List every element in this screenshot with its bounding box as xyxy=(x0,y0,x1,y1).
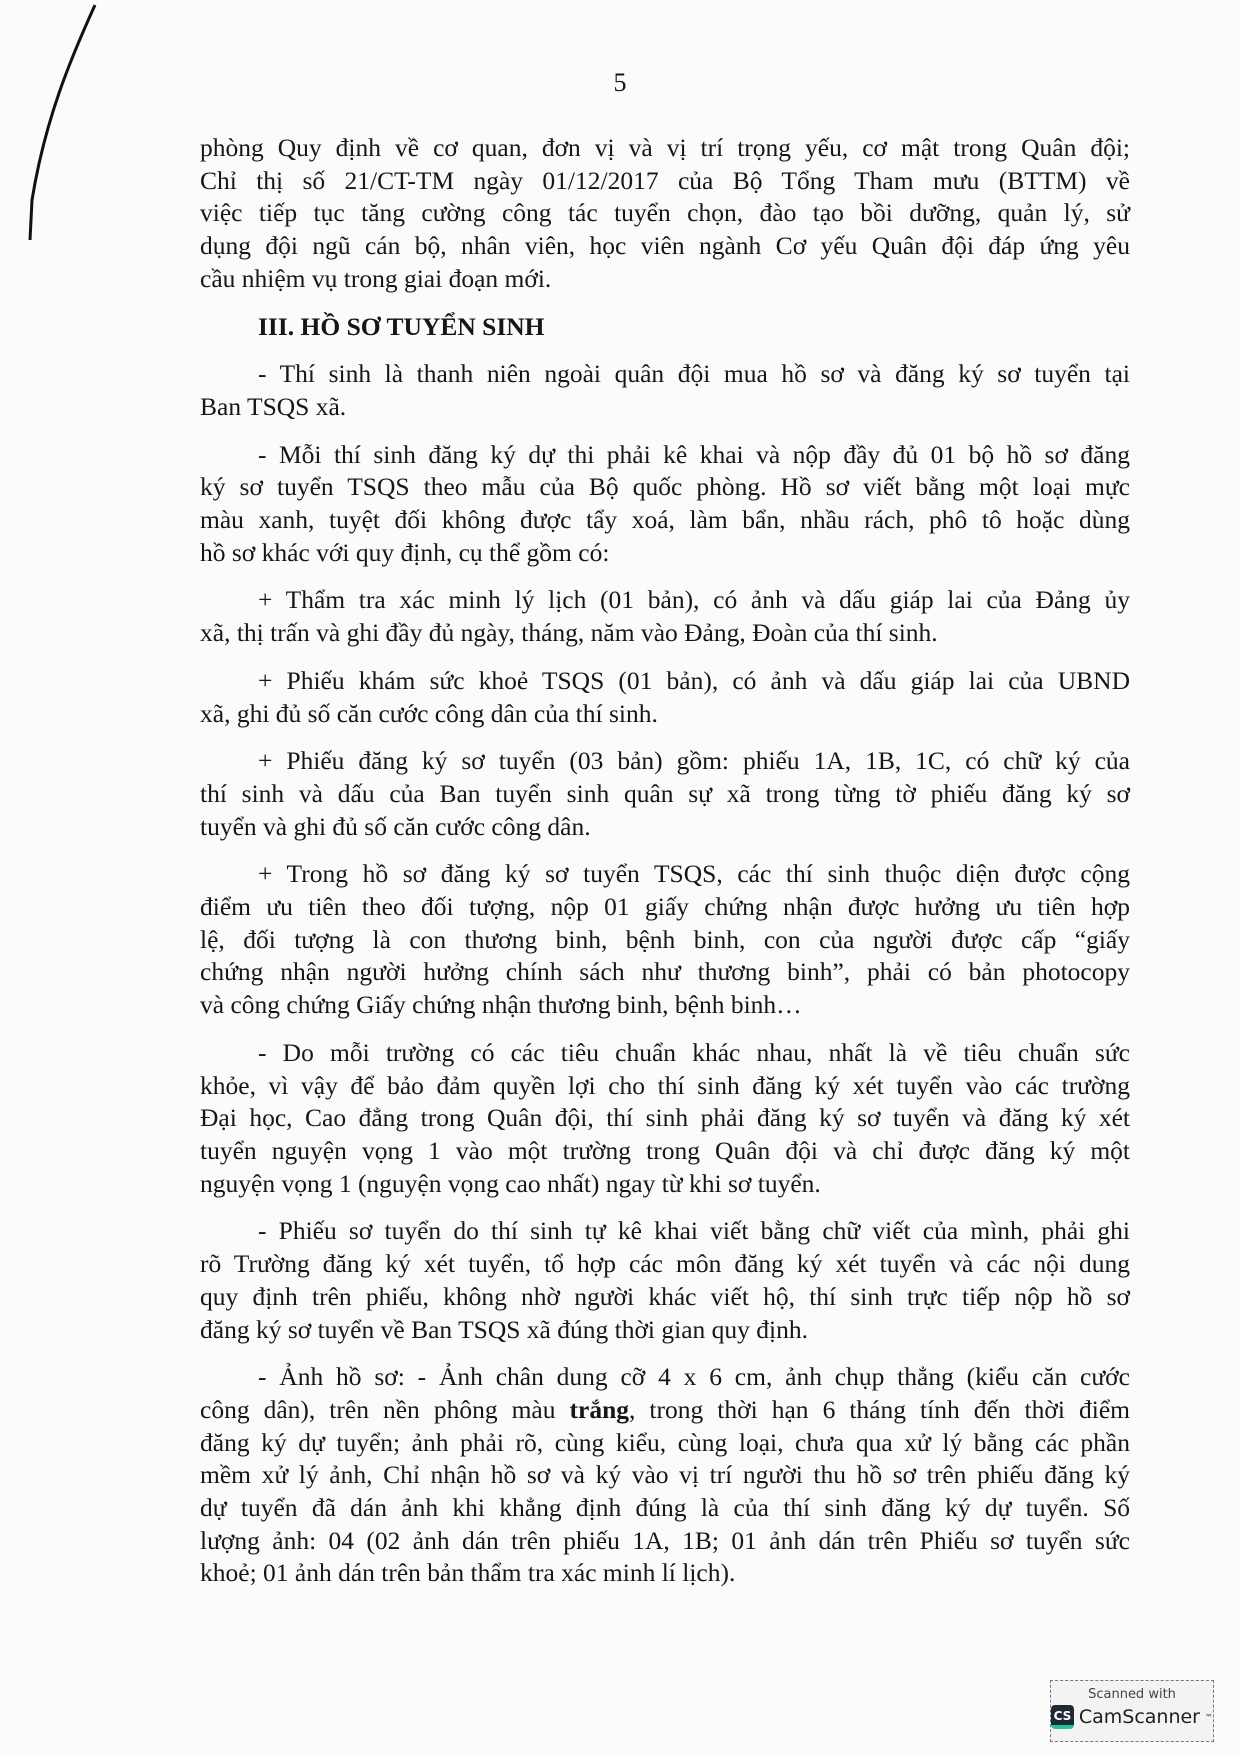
text-line: xã, ghi đủ số căn cước công dân của thí sinh. xyxy=(200,698,658,728)
badge-caption: Scanned with xyxy=(1088,1687,1176,1702)
text-line: - Thí sinh là thanh niên ngoài quân đội mua hồ sơ và đăng ký sơ tuyển tại xyxy=(258,359,1130,389)
text-line: Chỉ thị số 21/CT-TM ngày 01/12/2017 của Bộ Tổng Tham mưu (BTTM) về xyxy=(200,165,1130,195)
text-line: lệ, đối tượng là con thương binh, bệnh binh, con của người được cấp “giấy xyxy=(200,924,1130,954)
text-segment: công dân), trên nền phông màu xyxy=(200,1394,570,1424)
text-line: - Ảnh hồ sơ: - Ảnh chân dung cỡ 4 x 6 cm, ảnh chụp thẳng (kiểu căn cước xyxy=(258,1362,1130,1392)
paragraph xyxy=(200,665,1130,730)
text-line: dụng đội ngũ cán bộ, nhân viên, học viên ngành Cơ yếu Quân đội đáp ứng yêu xyxy=(200,231,1130,261)
scan-edge-mark xyxy=(0,0,120,260)
text-line: màu xanh, tuyệt đối không được tẩy xoá, làm bẩn, nhầu rách, phô tô hoặc dùng xyxy=(200,505,1130,535)
text-line xyxy=(200,1394,1130,1427)
text-line: và công chứng Giấy chứng nhận thương binh, bệnh binh… xyxy=(200,990,802,1020)
badge-brand: CamScanner xyxy=(1078,1706,1200,1728)
text-segment: , trong thời hạn 6 tháng tính đến thời điểm xyxy=(629,1394,1130,1424)
text-line: đăng ký dự tuyển; ảnh phải rõ, cùng kiểu, cùng loại, chưa qua xử lý bằng các phần xyxy=(200,1427,1130,1457)
paragraph xyxy=(200,1215,1130,1346)
document-body xyxy=(200,132,1130,1590)
section-heading: III. HỒ SƠ TUYỂN SINH xyxy=(258,311,545,341)
text-line: Ban TSQS xã. xyxy=(200,391,347,421)
paragraph xyxy=(200,439,1130,570)
text-line: dự tuyển đã dán ảnh khi khẳng định đúng là của thí sinh đăng ký dự tuyển. Số xyxy=(200,1493,1130,1523)
text-line: hồ sơ khác với quy định, cụ thể gồm có: xyxy=(200,537,610,567)
text-line: khỏe, vì vậy để bảo đảm quyền lợi cho thí sinh đăng ký xét tuyển vào các trường xyxy=(200,1070,1130,1100)
text-line: xã, thị trấn và ghi đầy đủ ngày, tháng, năm vào Đảng, Đoàn của thí sinh. xyxy=(200,618,938,648)
text-line: việc tiếp tục tăng cường công tác tuyển chọn, đào tạo bồi dưỡng, quản lý, sử xyxy=(200,198,1130,228)
text-line: lượng ảnh: 04 (02 ảnh dán trên phiếu 1A, 1B; 01 ảnh dán trên Phiếu sơ tuyển sức xyxy=(200,1525,1130,1555)
text-line: + Trong hồ sơ đăng ký sơ tuyển TSQS, các thí sinh thuộc diện được cộng xyxy=(258,859,1130,889)
text-line: thí sinh và dấu của Ban tuyển sinh quân sự xã trong từng tờ phiếu đăng ký sơ xyxy=(200,778,1130,808)
text-line: chứng nhận người hưởng chính sách như thương binh”, phải có bản photocopy xyxy=(200,957,1130,987)
text-line: rõ Trường đăng ký xét tuyển, tổ hợp các môn đăng ký xét tuyển và các nội dung xyxy=(200,1249,1130,1279)
text-line: + Thẩm tra xác minh lý lịch (01 bản), có ảnh và dấu giáp lai của Đảng ủy xyxy=(258,585,1130,615)
text-line: mềm xử lý ảnh, Chỉ nhận hồ sơ và ký vào vị trí người thu hồ sơ trên phiếu đăng ký xyxy=(200,1460,1130,1490)
text-line: cầu nhiệm vụ trong giai đoạn mới. xyxy=(200,263,552,293)
text-line: ký sơ tuyển TSQS theo mẫu của Bộ quốc phòng. Hồ sơ viết bằng một loại mực xyxy=(200,472,1130,502)
camscanner-logo-icon: CS xyxy=(1051,1705,1074,1729)
paragraph xyxy=(200,584,1130,649)
paragraph xyxy=(200,1361,1130,1590)
text-line: - Phiếu sơ tuyển do thí sinh tự kê khai viết bằng chữ viết của mình, phải ghi xyxy=(258,1216,1130,1246)
text-line: - Mỗi thí sinh đăng ký dự thi phải kê khai và nộp đầy đủ 01 bộ hồ sơ đăng xyxy=(258,439,1130,469)
text-line: nguyện vọng 1 (nguyện vọng cao nhất) ngay từ khi sơ tuyển. xyxy=(200,1168,821,1198)
paragraph xyxy=(200,1037,1130,1201)
camscanner-badge xyxy=(1050,1680,1214,1742)
text-line: điểm ưu tiên theo đối tượng, nộp 01 giấy chứng nhận được hưởng ưu tiên hợp xyxy=(200,892,1130,922)
text-line: Đại học, Cao đẳng trong Quân đội, thí sinh phải đăng ký sơ tuyển và đăng ký xét xyxy=(200,1103,1130,1133)
text-line: + Phiếu khám sức khoẻ TSQS (01 bản), có ảnh và dấu giáp lai của UBND xyxy=(258,665,1130,695)
paragraph xyxy=(200,132,1130,296)
page-number: 5 xyxy=(613,68,627,97)
text-line: phòng Quy định về cơ quan, đơn vị và vị trí trọng yếu, cơ mật trong Quân đội; xyxy=(200,133,1130,162)
text-line: + Phiếu đăng ký sơ tuyển (03 bản) gồm: phiếu 1A, 1B, 1C, có chữ ký của xyxy=(258,746,1130,776)
paragraph xyxy=(200,745,1130,843)
paragraph xyxy=(200,858,1130,1022)
text-line: quy định trên phiếu, không nhờ người khác viết hộ, thí sinh trực tiếp nộp hồ sơ xyxy=(200,1281,1130,1311)
bold-text: trắng xyxy=(569,1394,630,1424)
text-line: tuyển và ghi đủ số căn cước công dân. xyxy=(200,811,591,841)
text-line: - Do mỗi trường có các tiêu chuẩn khác nhau, nhất là về tiêu chuẩn sức xyxy=(258,1037,1130,1067)
text-line: tuyển nguyện vọng 1 vào một trường trong Quân đội và chỉ được đăng ký một xyxy=(200,1135,1130,1165)
text-line: đăng ký sơ tuyển về Ban TSQS xã đúng thời gian quy định. xyxy=(200,1314,809,1344)
trademark: ™ xyxy=(1205,1712,1213,1722)
text-line: khoẻ; 01 ảnh dán trên bản thẩm tra xác minh lí lịch). xyxy=(200,1558,736,1588)
paragraph xyxy=(200,358,1130,423)
